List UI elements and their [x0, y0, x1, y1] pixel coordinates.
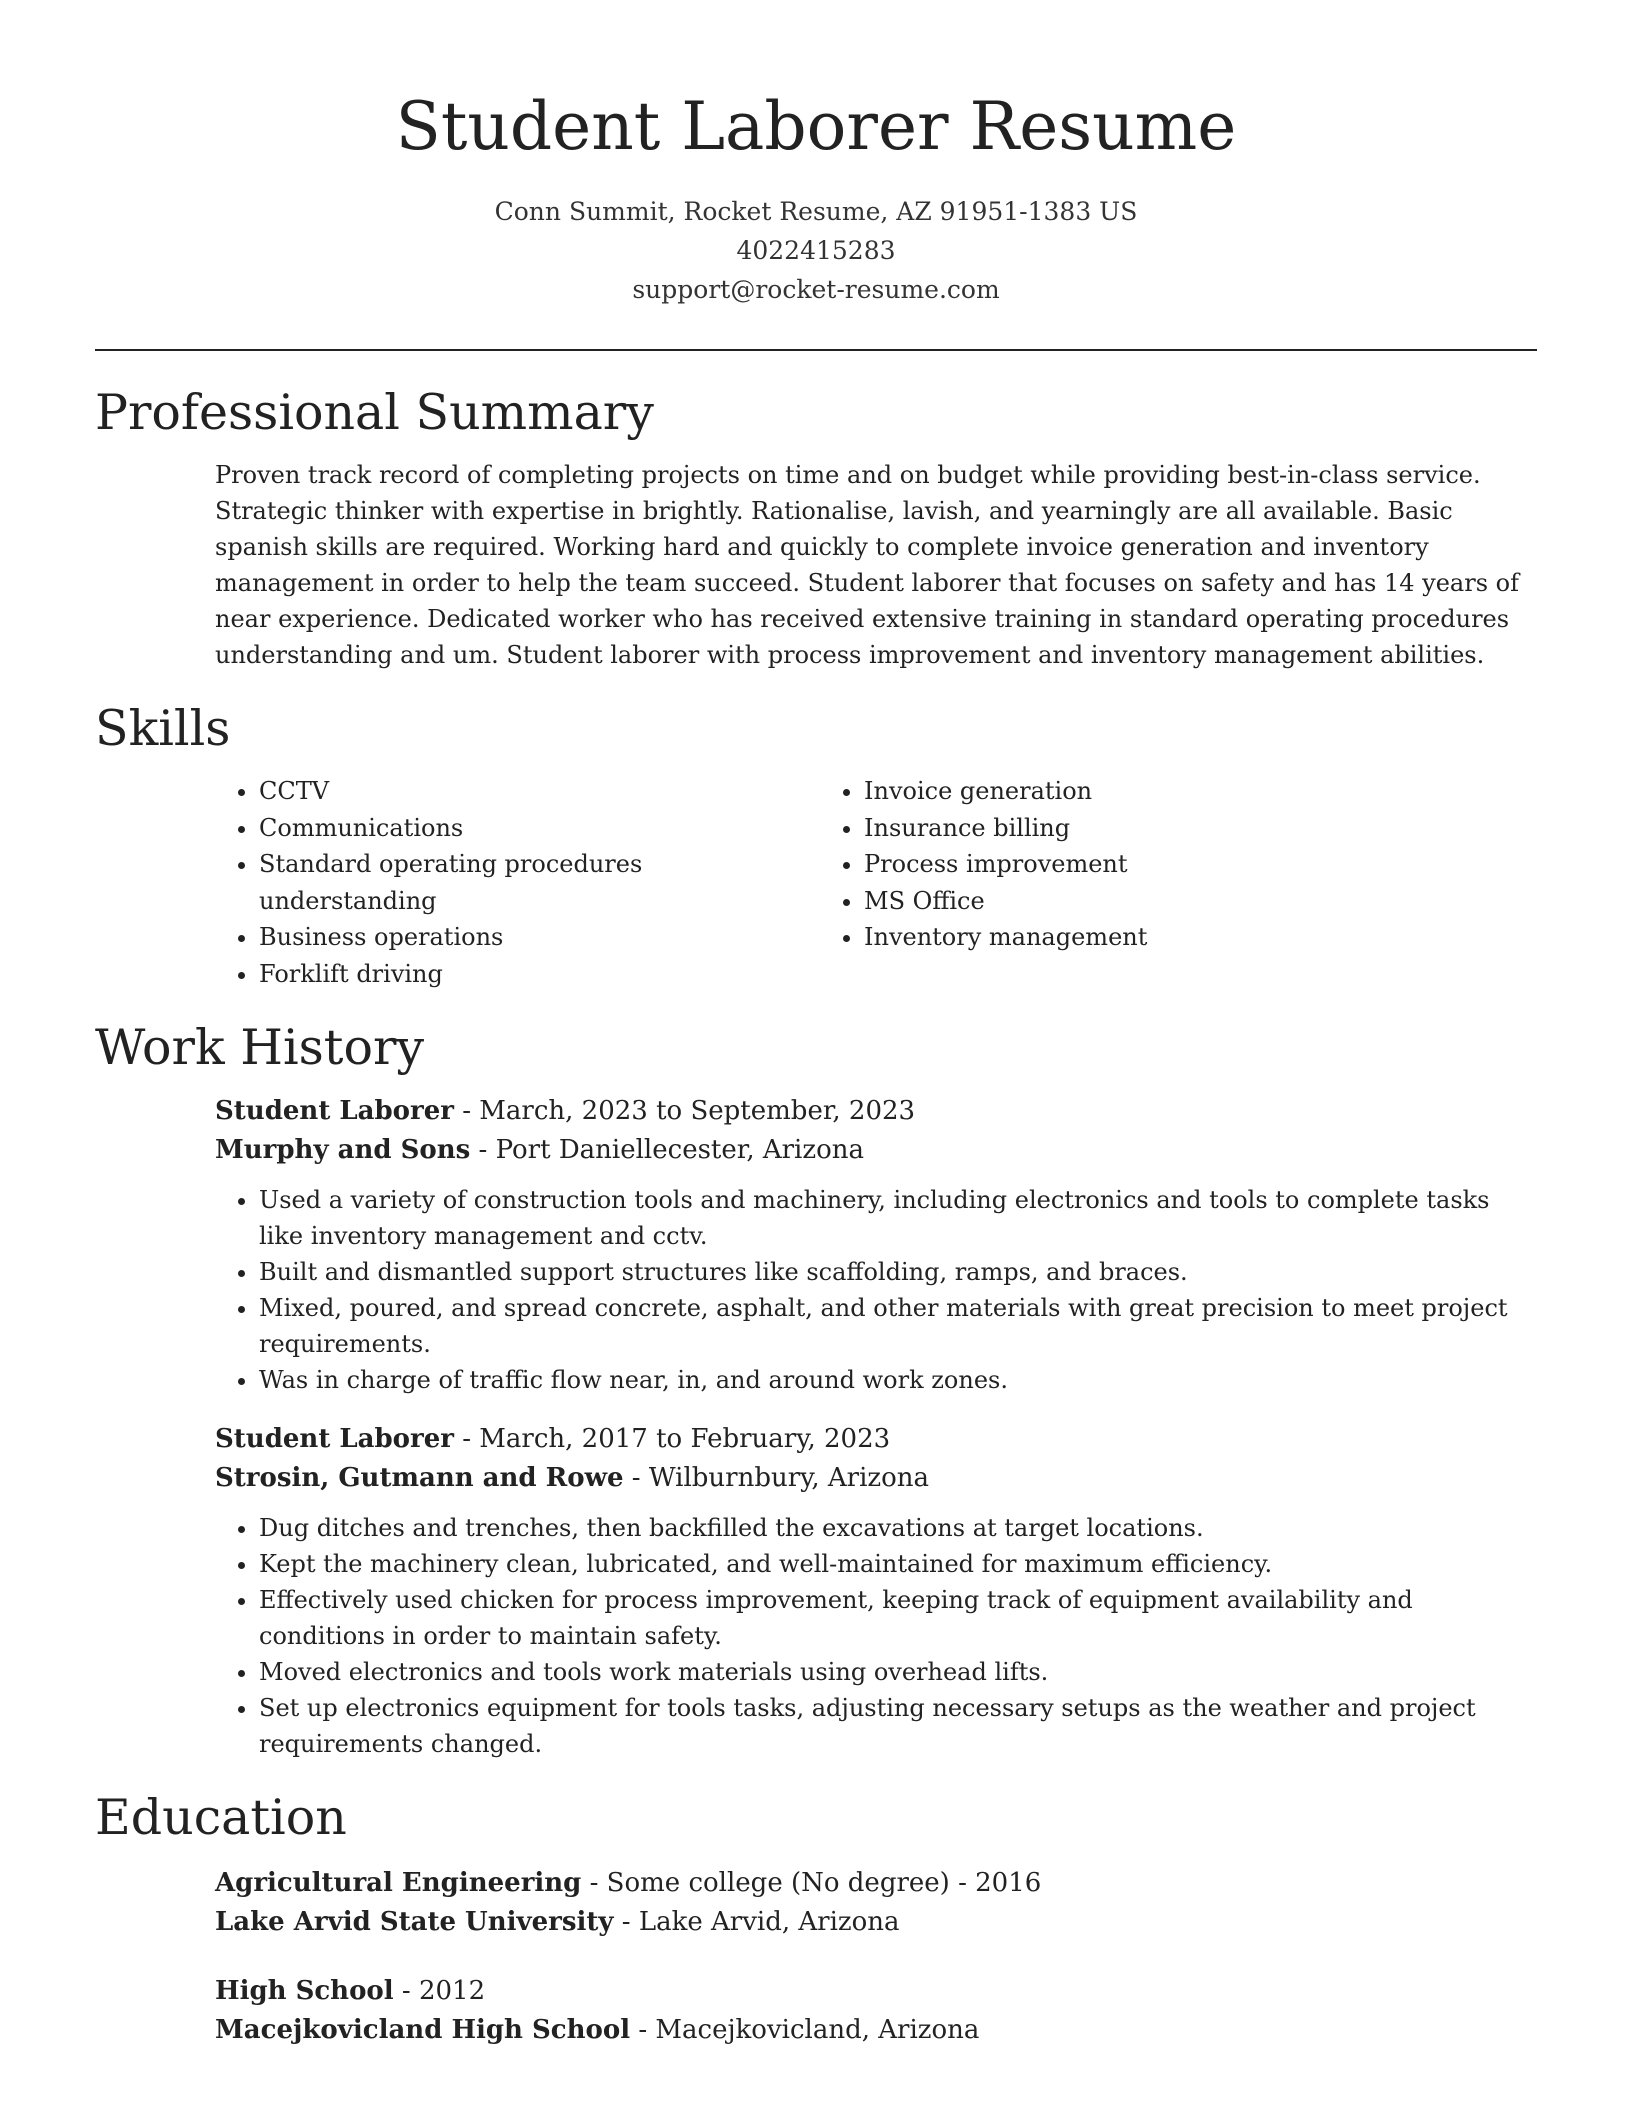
job-bullets	[215, 1510, 1537, 1762]
job-company: Murphy and Sons	[215, 1135, 471, 1165]
page-title: Student Laborer Resume	[395, 88, 1237, 165]
job-bullet: • Mixed, poured, and spread concrete, asphalt, and other materials with great precision to meet project requirements.	[259, 1290, 1537, 1362]
resume-header	[95, 0, 1537, 309]
job-dates: - March, 2017 to February, 2023	[453, 1424, 891, 1454]
skills-heading: Skills	[95, 700, 231, 757]
education-degree-line	[215, 1864, 1537, 1903]
job-company-line	[215, 1459, 1537, 1498]
skill-item: • Forklift driving	[259, 956, 820, 993]
education-field: High School	[215, 1976, 394, 2006]
skill-item: • Standard operating procedures understanding	[259, 846, 820, 919]
education-school-line	[215, 2011, 1537, 2050]
job-bullet: • Set up electronics equipment for tools tasks, adjusting necessary setups as the weather and project requirements changed.	[259, 1690, 1537, 1762]
job-entry	[215, 1092, 1537, 1398]
job-bullet: • Kept the machinery clean, lubricated, and well-maintained for maximum efficiency.	[259, 1546, 1537, 1582]
job-bullet: • Built and dismantled support structures like scaffolding, ramps, and braces.	[259, 1254, 1537, 1290]
job-bullet: • Was in charge of traffic flow near, in, and around work zones.	[259, 1362, 1537, 1398]
skills-list-left	[215, 773, 820, 992]
education-details: - 2012	[393, 1976, 486, 2006]
contact-address: Conn Summit, Rocket Resume, AZ 91951-1383 US	[494, 197, 1138, 226]
skill-item: • Process improvement	[864, 846, 1147, 883]
job-title: Student Laborer	[215, 1424, 454, 1454]
job-title-line	[215, 1092, 1537, 1131]
skills-section	[95, 697, 1537, 992]
summary-section	[95, 381, 1537, 673]
job-bullet: • Dug ditches and trenches, then backfilled the excavations at target locations.	[259, 1510, 1537, 1546]
contact-email: support@rocket-resume.com	[632, 275, 1000, 304]
job-bullets	[215, 1182, 1537, 1398]
education-school-line	[215, 1903, 1537, 1942]
education-details: - Some college (No degree) - 2016	[581, 1868, 1042, 1898]
skill-item: • Inventory management	[864, 919, 1147, 956]
skill-item: • CCTV	[259, 773, 820, 810]
education-heading: Education	[95, 1789, 347, 1846]
contact-phone: 4022415283	[736, 236, 896, 265]
education-field: Agricultural Engineering	[215, 1868, 582, 1898]
job-location: - Wilburnbury, Arizona	[623, 1463, 930, 1493]
job-dates: - March, 2023 to September, 2023	[453, 1096, 916, 1126]
contact-info	[95, 192, 1537, 309]
education-entry	[215, 1972, 1537, 2050]
education-school: Macejkovicland High School	[215, 2015, 631, 2045]
skills-grid	[215, 773, 1537, 992]
education-section	[95, 1786, 1537, 2050]
summary-heading: Professional Summary	[95, 384, 654, 441]
job-title: Student Laborer	[215, 1096, 454, 1126]
job-company: Strosin, Gutmann and Rowe	[215, 1463, 624, 1493]
skills-list-right	[820, 773, 1147, 992]
skill-item: • Insurance billing	[864, 810, 1147, 847]
education-degree-line	[215, 1972, 1537, 2011]
job-entry	[215, 1420, 1537, 1762]
skill-item: • Communications	[259, 810, 820, 847]
skill-item: • Business operations	[259, 919, 820, 956]
job-bullet: • Moved electronics and tools work materials using overhead lifts.	[259, 1654, 1537, 1690]
summary-text: Proven track record of completing projects on time and on budget while providing best-in-class service. Strategic thinker with expertise in brightly. Rationalise, lavish, and yearningly are all available. Basic spanish skills are required. Working hard and quickly to complete invoice generation and inventory management in order to help the team succeed. Student laborer that focuses on safety and has 14 years of near experience. Dedicated worker who has received extensive training in standard operating procedures understanding and um. Student laborer with process improvement and inventory management abilities.	[215, 461, 1519, 669]
education-school: Lake Arvid State University	[215, 1907, 614, 1937]
education-location: - Macejkovicland, Arizona	[630, 2015, 980, 2045]
job-bullet: • Effectively used chicken for process improvement, keeping track of equipment availability and conditions in order to maintain safety.	[259, 1582, 1537, 1654]
work-history-heading: Work History	[95, 1019, 425, 1076]
work-history-section	[95, 1016, 1537, 1762]
header-divider	[95, 349, 1537, 351]
skill-item: • Invoice generation	[864, 773, 1147, 810]
job-location: - Port Daniellecester, Arizona	[470, 1135, 864, 1165]
education-location: - Lake Arvid, Arizona	[613, 1907, 900, 1937]
education-entry	[215, 1864, 1537, 1942]
skill-item: • MS Office	[864, 883, 1147, 920]
job-title-line	[215, 1420, 1537, 1459]
job-bullet: • Used a variety of construction tools and machinery, including electronics and tools to complete tasks like inventory management and cctv.	[259, 1182, 1537, 1254]
job-company-line	[215, 1131, 1537, 1170]
